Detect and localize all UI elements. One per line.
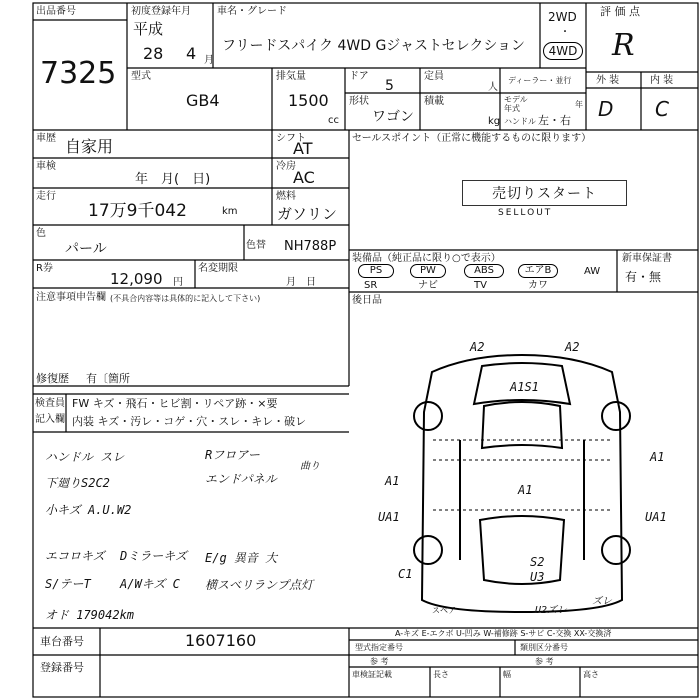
equip-leather: カワ xyxy=(528,280,548,291)
hw-line-3: 小キズ A.U.W2 xyxy=(45,503,132,517)
equip-pw: PW xyxy=(410,264,446,278)
equip-abs: ABS xyxy=(464,264,504,278)
inspector-row-1: FW キズ・飛石・ヒビ割・リペア跡・×要 xyxy=(72,397,278,410)
lot-number: 7325 xyxy=(40,56,117,91)
equipment-label: 装備品（純正品に限り○で表示） xyxy=(352,253,501,264)
repair-label: 修復歴 xyxy=(36,372,69,385)
category-value: 自家用 xyxy=(65,137,114,156)
recycle-label: R券 xyxy=(36,263,53,274)
hw-line-6: S/テーT xyxy=(45,577,91,591)
exterior-label: 外 装 xyxy=(596,75,620,86)
shift-label: シフト xyxy=(276,133,306,144)
eval-score: R xyxy=(612,28,635,63)
equip-airbag: エアB xyxy=(518,264,558,278)
capacity-unit: 人 xyxy=(488,82,498,93)
doors-label: ドア xyxy=(349,71,369,82)
ref-label-1: 参 考 xyxy=(370,657,389,666)
repair-value: 有〔箇所 xyxy=(86,372,130,385)
hw-line-1: ハンドル スレ xyxy=(45,450,125,464)
type-designation-label: 型式指定番号 xyxy=(355,643,403,652)
month: 4 xyxy=(186,44,197,63)
displacement-label: 排気量 xyxy=(276,71,306,82)
ac-label: 冷房 xyxy=(276,161,296,172)
sellout-sub: SELLOUT xyxy=(498,208,553,218)
damage-legend: A-キズ E-エクボ U-凹み W-補修跡 S-サビ C-交換 XX-交換済 xyxy=(395,629,612,638)
sellout-stamp: 売切りスタート xyxy=(462,180,627,206)
model-year-label: モデル年式 xyxy=(504,95,528,113)
height-label: 高さ xyxy=(583,670,599,679)
ref-label-2: 参 考 xyxy=(535,657,554,666)
mark-front-left: A2 xyxy=(470,340,485,354)
color-value: パール xyxy=(65,241,107,257)
width-label: 幅 xyxy=(503,670,511,679)
body-value: ワゴン xyxy=(372,109,414,125)
registration-note: 車検証記載 xyxy=(352,670,392,679)
type-value: GB4 xyxy=(186,91,220,110)
mark-left-sill: UA1 xyxy=(378,510,400,524)
ac-value: AC xyxy=(293,168,315,187)
handle-value: 左・右 xyxy=(538,114,571,127)
hw-line-4: エコロキズ xyxy=(45,549,105,563)
model-label: 車名・グレード xyxy=(217,6,287,17)
category-number-label: 類別区分番号 xyxy=(520,643,568,652)
equip-ps: PS xyxy=(358,264,394,278)
category-label: 車歴 xyxy=(36,133,56,144)
mark-right-door: A1 xyxy=(650,450,665,464)
model-year-unit: 年 xyxy=(575,100,583,109)
capacity-label: 定員 xyxy=(424,71,444,82)
drive-4wd: 4WD xyxy=(543,42,583,60)
displacement-value: 1500 xyxy=(288,91,329,110)
model-name: フリードスパイク 4WD Gジャストセレクション xyxy=(222,38,526,54)
drive-dot: ・ xyxy=(560,27,570,38)
equip-sr: SR xyxy=(364,280,378,291)
warranty-value: 有・無 xyxy=(625,270,662,284)
inspection-value: 年 月( 日) xyxy=(135,172,211,187)
mark-front-right: A2 xyxy=(565,340,580,354)
inspection-label: 車検 xyxy=(36,161,56,172)
type-label: 型式 xyxy=(131,71,151,82)
ownership-value: 月 日 xyxy=(286,277,316,288)
mileage-unit: km xyxy=(222,206,238,217)
lot-label: 出品番号 xyxy=(36,6,76,17)
color-label: 色 xyxy=(36,228,46,239)
fuel-label: 燃料 xyxy=(276,191,296,202)
era: 平成 xyxy=(133,20,164,38)
hw-right-4: E/g 異音 大 xyxy=(205,551,278,565)
mark-tailgate-u: U3 xyxy=(530,570,545,584)
hw-line-5: Dミラーキズ xyxy=(120,549,187,563)
body-label: 形状 xyxy=(349,96,369,107)
ownership-label: 名変期限 xyxy=(198,263,238,274)
hw-right-2: エンドパネル xyxy=(205,472,277,486)
color-code-value: NH788P xyxy=(284,239,337,254)
spare-label: スペア xyxy=(432,606,456,615)
month-unit: 月 xyxy=(204,55,214,66)
mileage-label: 走行 xyxy=(36,191,56,202)
load-label: 積載 xyxy=(424,96,444,107)
warranty-label: 新車保証書 xyxy=(622,253,672,264)
hw-right-5: 横スベリランプ点灯 xyxy=(205,578,314,592)
dealer-label: ディーラー・並行 xyxy=(508,76,572,85)
interior-grade: C xyxy=(655,97,669,121)
mark-rear-left: C1 xyxy=(398,567,413,581)
shift-value: AT xyxy=(293,139,313,158)
length-label: 長さ xyxy=(433,670,449,679)
first-reg-label: 初度登録年月 xyxy=(131,6,191,17)
inspector-label-2: 記入欄 xyxy=(35,414,65,425)
mark-bumper-right: ズレ xyxy=(592,596,612,607)
equip-aw: AW xyxy=(584,266,601,277)
color-code-label: 色替 xyxy=(246,240,266,251)
notes-sublabel: (不具合内容等は具体的に記入して下さい) xyxy=(110,294,261,303)
eval-label: 評 価 点 xyxy=(600,5,640,18)
sales-point-label: セールスポイント（正常に機能するものに限ります） xyxy=(352,133,592,144)
mark-bumper: U2ズレ xyxy=(535,605,568,616)
recycle-value: 12,090 xyxy=(110,270,163,288)
load-unit: kg xyxy=(488,116,501,127)
chassis-label: 車台番号 xyxy=(40,635,84,648)
fuel-value: ガソリン xyxy=(277,205,338,223)
exterior-grade: D xyxy=(598,97,614,121)
hw-line-8: オド 179042km xyxy=(45,608,135,622)
inspector-row-2: 内装 キズ・汚レ・コゲ・穴・スレ・キレ・破レ xyxy=(72,415,307,428)
mark-tailgate-s: S2 xyxy=(530,555,545,569)
notes-label: 注意事項申告欄 xyxy=(36,292,106,303)
equip-navi: ナビ xyxy=(418,280,438,291)
inspector-label-1: 検査員 xyxy=(35,398,65,409)
mark-hood: A1S1 xyxy=(510,380,539,394)
registration-label: 登録番号 xyxy=(40,661,84,674)
doors-value: 5 xyxy=(385,78,394,94)
hw-line-7: A/Wキズ C xyxy=(120,577,180,591)
mileage-value: 17万9千042 xyxy=(88,201,187,221)
hw-line-2: 下廻りS2C2 xyxy=(45,476,110,490)
hw-right-3: 曲り xyxy=(300,461,320,472)
displacement-unit: cc xyxy=(328,115,339,126)
hw-right-1: Rフロアー xyxy=(205,448,260,462)
equip-tv: TV xyxy=(474,280,487,291)
later-items-label: 後日品 xyxy=(352,295,382,306)
drive-2wd: 2WD xyxy=(548,10,577,24)
handle-label: ハンドル xyxy=(504,117,536,126)
interior-label: 内 装 xyxy=(650,75,674,86)
chassis-value: 1607160 xyxy=(185,631,257,650)
recycle-unit: 円 xyxy=(173,277,183,288)
mark-left-door: A1 xyxy=(385,474,400,488)
mark-right-sill: UA1 xyxy=(645,510,667,524)
year: 28 xyxy=(143,44,164,63)
mark-roof: A1 xyxy=(518,483,533,497)
